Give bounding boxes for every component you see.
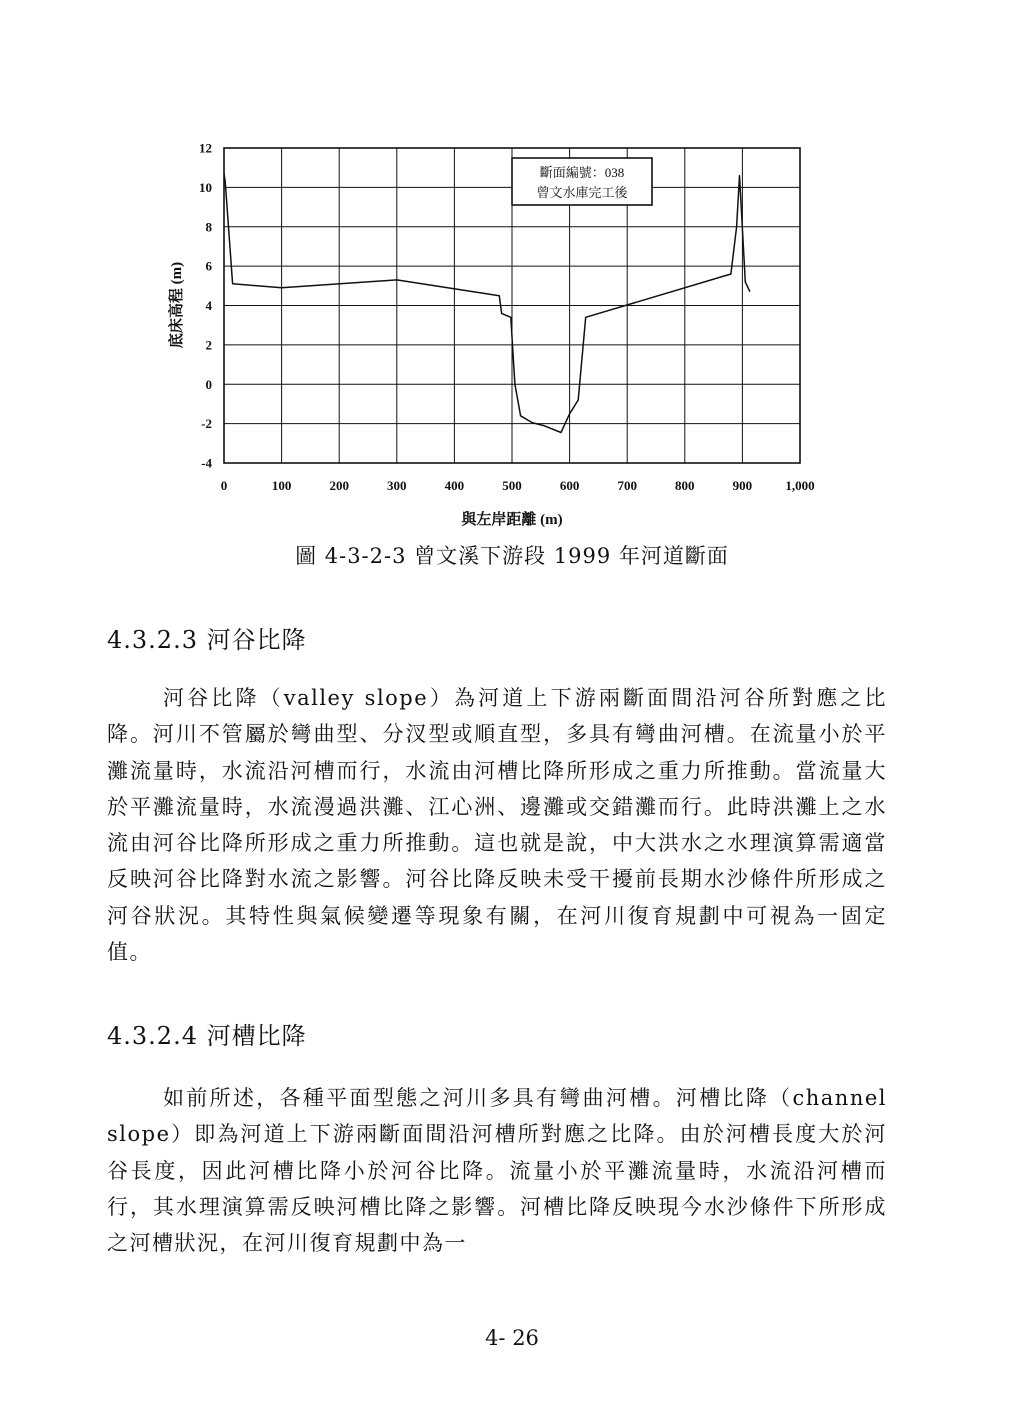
y-tick-label: 8 [205, 219, 212, 235]
page-number: 4- 26 [485, 1326, 539, 1350]
legend-box [512, 158, 652, 205]
cross-section-chart [0, 0, 1024, 540]
y-tick-label: 4 [205, 298, 212, 313]
x-tick-label: 700 [617, 478, 637, 493]
legend-line-2: 曾文水庫完工後 [536, 185, 628, 200]
section-heading-channel-slope: 4.3.2.4 河槽比降 [107, 1022, 307, 1050]
x-tick-label: 600 [559, 478, 580, 493]
x-tick-label: 400 [444, 478, 465, 493]
paragraph-valley-slope: 河谷比降（valley slope）為河道上下游兩斷面間沿河谷所對應之比降。河川不管屬於彎曲型、分汊型或順直型，多具有彎曲河槽。在流量小於平灘流量時，水流沿河槽而行，水流由河槽比降所形成之重力所推動。當流量大於平灘流量時，水流漫過洪灘、江心洲、邊灘或交錯灘而行。此時洪灘上之水流由河谷比降所形成之重力所推動。這也就是說，中大洪水之水理演算需適當反映河谷比降對水流之影響。河谷比降反映未受干擾前長期水沙條件所形成之河谷狀況。其特性與氣候變遷等現象有關，在河川復育規劃中可視為一固定值。 [107, 686, 887, 965]
series-line [224, 174, 750, 433]
figure-caption: 圖 4-3-2-3 曾文溪下游段 1999 年河道斷面 [295, 544, 729, 568]
x-tick-labels [221, 478, 815, 493]
legend-line-1: 斷面編號：038 [539, 165, 625, 180]
x-tick-label: 0 [220, 478, 228, 493]
x-tick-label: 900 [732, 478, 753, 493]
y-axis-label: 底床高程 (m) [169, 261, 185, 349]
y-tick-labels [199, 141, 213, 471]
x-tick-label: 1,000 [785, 478, 815, 493]
y-tick-label: 10 [199, 179, 212, 195]
x-tick-label: 500 [502, 478, 522, 493]
y-tick-label: -4 [201, 455, 212, 471]
paragraph-channel-slope: 如前所述，各種平面型態之河川多具有彎曲河槽。河槽比降（channel slope）即為河道上下游兩斷面間沿河槽所對應之比降。由於河槽長度大於河谷長度，因此河槽比降小於河谷比降。流量小於平灘流量時，水流沿河槽而行，其水理演算需反映河槽比降之影響。河槽比降反映現今水沙條件下所形成之河槽狀況，在河川復育規劃中為一 [107, 1086, 887, 1256]
x-tick-label: 800 [675, 478, 695, 493]
y-tick-label: 6 [205, 258, 212, 274]
section-heading-valley-slope: 4.3.2.3 河谷比降 [107, 626, 307, 654]
x-tick-label: 300 [387, 478, 407, 493]
x-tick-label: 100 [271, 478, 292, 493]
x-axis-label: 與左岸距離 (m) [461, 512, 563, 528]
x-tick-label: 200 [329, 478, 349, 493]
y-tick-label: -2 [201, 416, 212, 432]
y-tick-label: 12 [199, 140, 212, 156]
y-tick-label: 0 [205, 376, 212, 392]
y-tick-label: 2 [205, 337, 212, 353]
